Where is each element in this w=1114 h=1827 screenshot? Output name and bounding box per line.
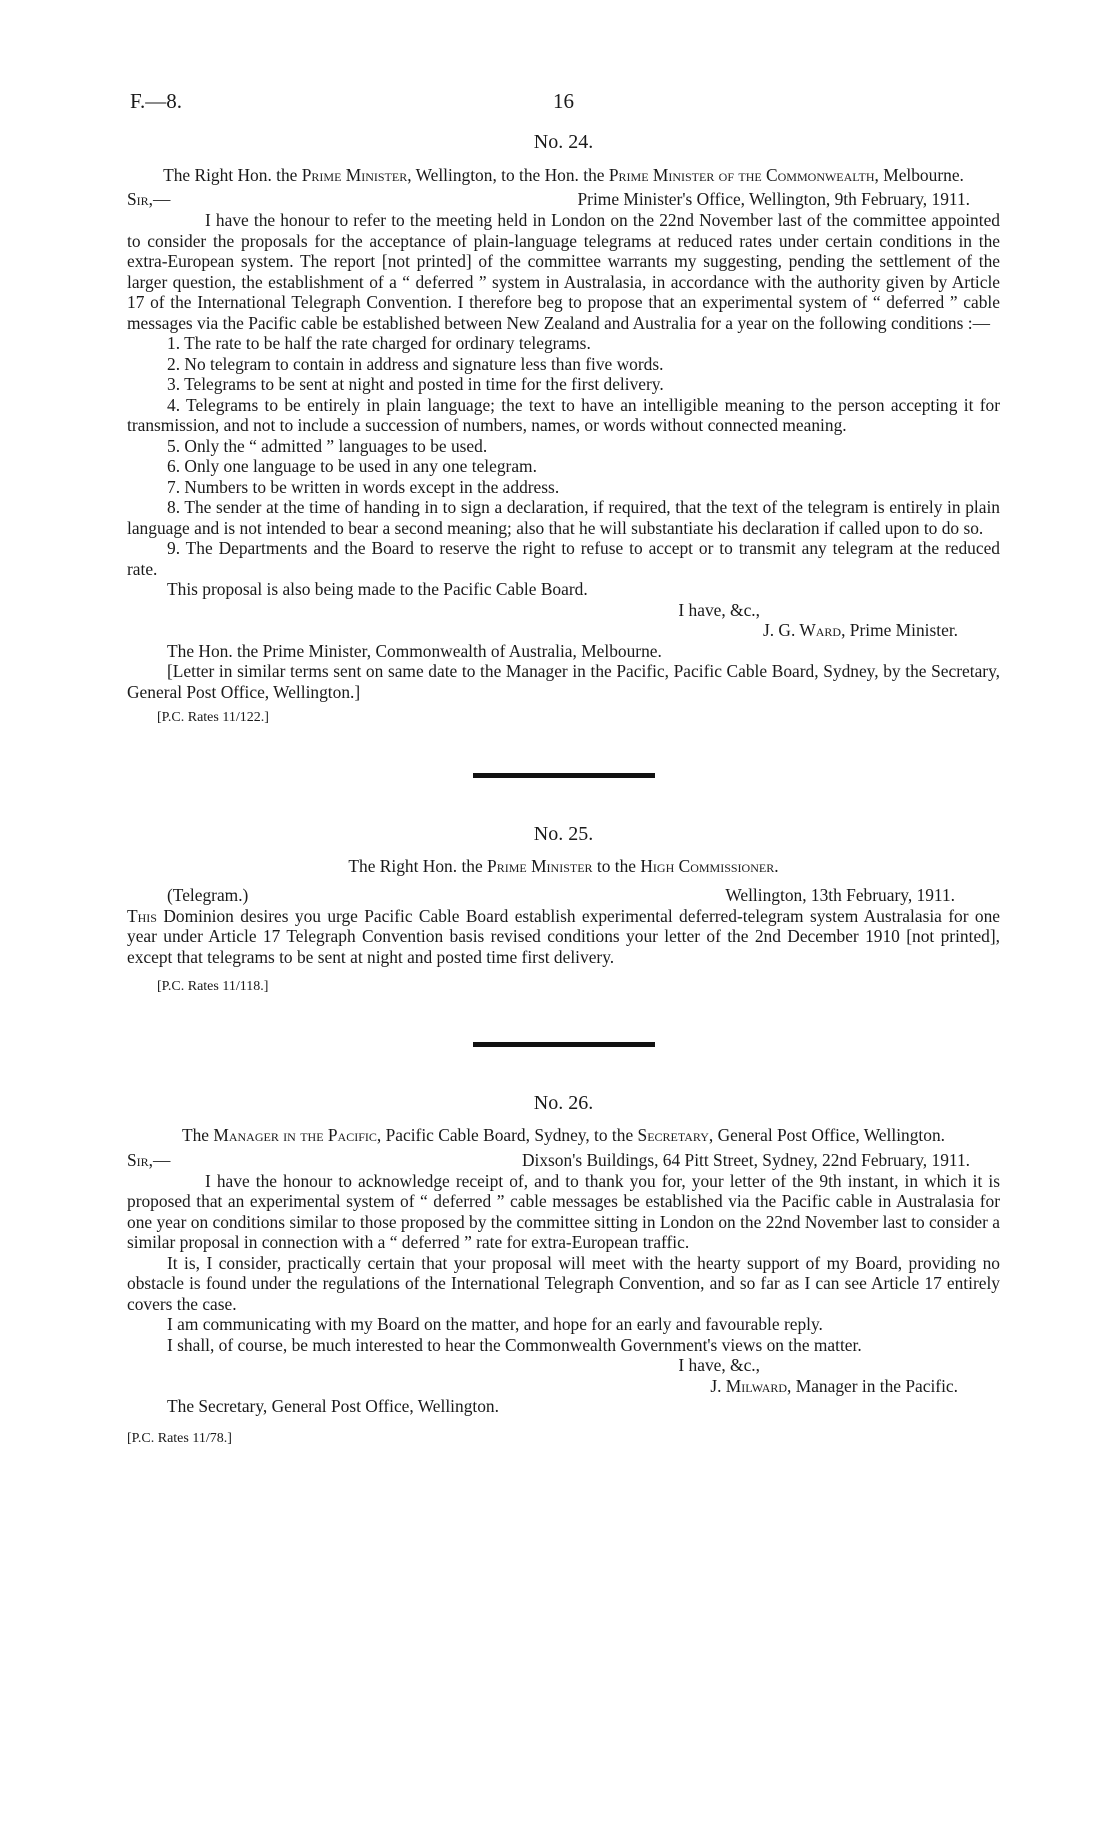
closing: I have, &c., (678, 599, 760, 620)
page-header (127, 88, 1000, 118)
dateline (127, 189, 1000, 210)
condition-item: 9. The Departments and the Board to reserve the right to refuse to accept or to transmit any telegram at the reduced rate. (127, 538, 1000, 579)
body-paragraph: This proposal is also being made to the Pacific Cable Board. (167, 579, 588, 599)
address-text: The (181, 1125, 214, 1145)
dateline (127, 885, 1000, 906)
dateline (127, 1150, 1000, 1171)
address-title-recipient: Secretary (637, 1125, 709, 1145)
address-text: The Right Hon. the (163, 164, 302, 185)
signature-name: J. G. Ward (762, 620, 842, 640)
telegram-text: Dominion desires you urge Pacific Cable Board establish experimental deferred-telegram system Australasia for one year under Article 17 Telegraph Convention basis revised conditions your letter of the 2nd December 1910 [not printed], except that telegrams to be sent at night and posted time first delivery. (127, 905, 1000, 967)
file-reference: [P.C. Rates 11/78.] (127, 1430, 232, 1446)
telegram-body (127, 906, 1000, 968)
salutation: Sir,— (127, 1149, 171, 1170)
address-line (127, 1125, 1000, 1146)
file-reference: [P.C. Rates 11/122.] (157, 710, 269, 725)
address-title-sender: Prime Minister (301, 164, 408, 185)
telegram-label: (Telegram.) (167, 884, 249, 905)
signature (127, 620, 1000, 641)
address-title-recipient: High Commissioner (640, 856, 775, 876)
date-place: Prime Minister's Office, Wellington, 9th February, 1911. (577, 189, 970, 209)
address-line (127, 856, 1000, 877)
date-place: Wellington, 13th February, 1911. (725, 884, 955, 905)
telegram-first-word: This (127, 905, 157, 926)
section-divider (473, 773, 655, 778)
document-page (127, 88, 1000, 1449)
address-text: , Pacific Cable Board, Sydney, to the (376, 1125, 638, 1145)
letter-no-24 (127, 132, 1000, 729)
file-reference: [P.C. Rates 11/118.] (157, 979, 269, 994)
editorial-note: [Letter in similar terms sent on same date to the Manager in the Pacific, Pacific Cable Board, Sydney, by the Secretary, General Post Office, Wellington.] (127, 661, 1000, 702)
page-number: 16 (553, 89, 574, 113)
condition-item: 7. Numbers to be written in words except in the address. (167, 476, 560, 497)
addressee: The Secretary, General Post Office, Wellington. (167, 1396, 499, 1416)
telegram-no-25 (127, 824, 1000, 998)
condition-item: 6. Only one language to be used in any one telegram. (167, 456, 537, 476)
signature-name: J. Milward (710, 1375, 788, 1396)
addressee: The Hon. the Prime Minister, Commonwealth of Australia, Melbourne. (167, 640, 662, 661)
address-title-sender: Prime Minister (487, 856, 593, 876)
address-text: , Melbourne. (874, 164, 964, 185)
address-title-recipient: Prime Minister of the Commonwealth (608, 164, 875, 185)
address-text: The Right Hon. the (348, 856, 488, 876)
parliamentary-paper-code: F.—8. (130, 89, 182, 113)
address-line (127, 165, 1000, 186)
document-number: No. 26. (533, 1091, 594, 1114)
body-paragraph: I have the honour to acknowledge receipt of, and to thank you for, your letter of the 9th instant, in which it is proposed that an experimental system of “ deferred ” cable messages be established via the Pacific cable in Australasia for one year on conditions similar to those proposed by the committee sitting in London on the 22nd November last to consider a similar proposal in connection with a “ deferred ” rate for extra-European traffic. (127, 1170, 1000, 1252)
section-divider (473, 1042, 655, 1047)
body-paragraph: I shall, of course, be much interested to hear the Commonwealth Government's views on the matter. (167, 1334, 862, 1355)
signature-title: , Prime Minister. (841, 620, 958, 640)
condition-item: 1. The rate to be half the rate charged for ordinary telegrams. (167, 333, 591, 353)
condition-item: 4. Telegrams to be entirely in plain language; the text to have an intelligible meaning to the person accepting it for transmission, and not to include a succession of numbers, names, or words without connected meaning. (127, 394, 1000, 435)
signature-title: , Manager in the Pacific. (787, 1375, 958, 1396)
date-place: Dixson's Buildings, 64 Pitt Street, Sydney, 22nd February, 1911. (521, 1149, 970, 1170)
signature (127, 1376, 1000, 1397)
address-text: to the (592, 856, 641, 876)
address-text: , Wellington, to the Hon. the (407, 164, 609, 185)
condition-item: 3. Telegrams to be sent at night and posted in time for the first delivery. (167, 374, 664, 394)
address-text: , General Post Office, Wellington. (708, 1125, 945, 1145)
body-paragraph: It is, I consider, practically certain that your proposal will meet with the hearty support of my Board, providing no obstacle is found under the regulations of the International Telegraph Convention, and so far as I can see Article 17 entirely covers the case. (127, 1252, 1000, 1314)
condition-item: 8. The sender at the time of handing in to sign a declaration, if required, that the text of the telegram is entirely in plain language and is not intended to bear a second meaning; also that he will substantiate his declaration if called upon to do so. (127, 497, 1000, 538)
letter-no-26 (127, 1093, 1000, 1450)
condition-item: 2. No telegram to contain in address and signature less than five words. (167, 353, 664, 374)
document-number: No. 24. (533, 131, 594, 153)
body-paragraph: I am communicating with my Board on the matter, and hope for an early and favourable reply. (167, 1314, 823, 1334)
salutation: Sir,— (127, 189, 171, 209)
body-paragraph: I have the honour to refer to the meeting held in London on the 22nd November last of the committee appointed to consider the proposals for the acceptance of plain-language telegrams at reduced rates under certain conditions in the extra-European system. The report [not printed] of the committee warrants my suggesting, pending the settlement of the larger question, the establishment of a “ deferred ” system in Australasia, in accordance with the authority given by Article 17 of the International Telegraph Convention. I therefore beg to propose that an experimental system of “ deferred ” cable messages via the Pacific cable be established between New Zealand and Australia for a year on the following conditions :— (127, 210, 1000, 333)
address-text: . (774, 856, 779, 876)
conditions-list (127, 333, 1000, 579)
closing: I have, &c., (678, 1355, 760, 1375)
address-title-sender: Manager in the Pacific (213, 1125, 377, 1145)
condition-item: 5. Only the “ admitted ” languages to be used. (167, 435, 488, 456)
document-number: No. 25. (533, 822, 594, 845)
